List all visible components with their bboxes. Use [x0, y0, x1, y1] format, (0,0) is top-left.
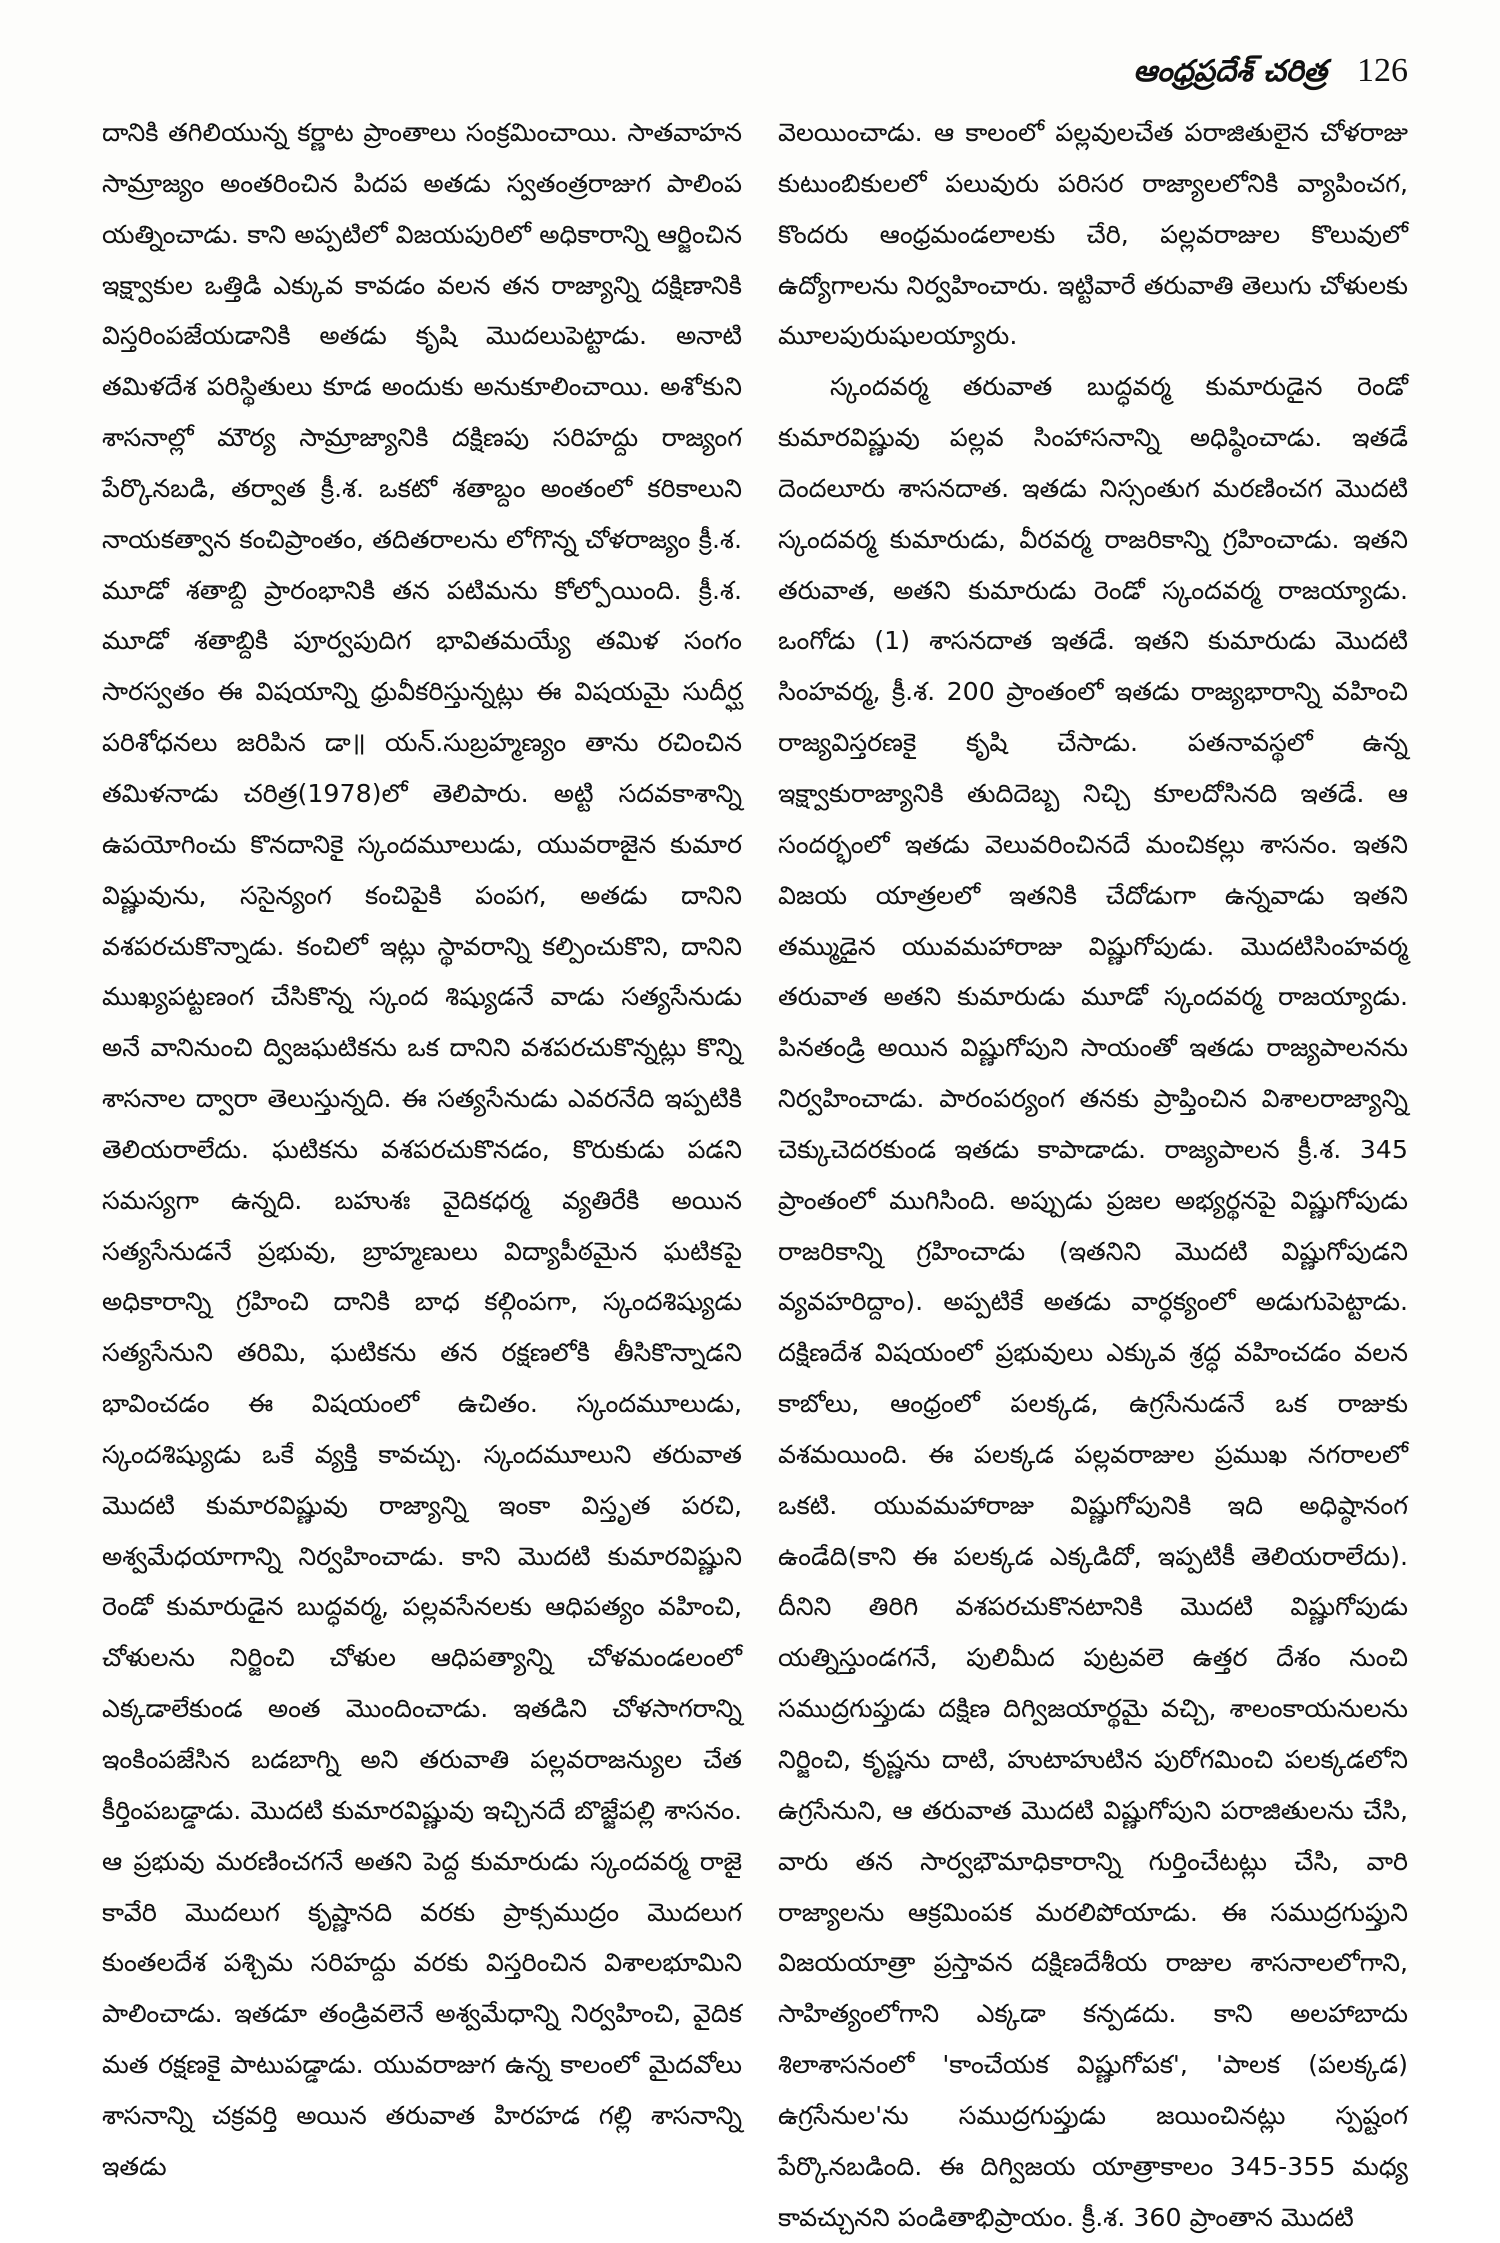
running-head: [1133, 52, 1408, 96]
right-column: [778, 108, 1408, 2243]
book-title: ఆంధ్రప్రదేశ్ చరిత్ర: [1133, 54, 1327, 89]
page-number: 126: [1357, 52, 1408, 89]
left-column: [102, 108, 742, 2193]
left-paragraph-1: దానికి తగిలియున్న కర్ణాట ప్రాంతాలు సంక్రమించాయి. సాతవాహన సామ్రాజ్యం అంతరించిన పిదప అతడు స్వతంత్రరాజుగ పాలింప యత్నించాడు. కాని అప్పటిలో విజయపురిలో అధికారాన్ని ఆర్జించిన ఇక్ష్వాకుల ఒత్తిడి ఎక్కువ కావడం వలన తన రాజ్యాన్ని దక్షిణానికి విస్తరింపజేయడానికి అతడు కృషి మొదలుపెట్టాడు. అనాటి తమిళదేశ పరిస్థితులు కూడ అందుకు అనుకూలించాయి. అశోకుని శాసనాల్లో మౌర్య సామ్రాజ్యానికి దక్షిణపు సరిహద్దు రాజ్యంగ పేర్కొనబడి, తర్వాత క్రీ.శ. ఒకటో శతాబ్దం అంతంలో కరికాలుని నాయకత్వాన కంచిప్రాంతం, తదితరాలను లోగొన్న చోళరాజ్యం క్రీ.శ. మూడో శతాబ్ది ప్రారంభానికి తన పటిమను కోల్పోయింది. క్రీ.శ. మూడో శతాబ్దికి పూర్వపుదిగ భావితమయ్యే తమిళ సంగం సారస్వతం ఈ విషయాన్ని ధ్రువీకరిస్తున్నట్లు ఈ విషయమై సుదీర్ఘ పరిశోధనలు జరిపిన డా॥ యన్.సుబ్రహ్మణ్యం తాను రచించిన తమిళనాడు చరిత్ర(1978)లో తెలిపారు. అట్టి సదవకాశాన్ని ఉపయోగించు కొనదానికై స్కందమూలుడు, యువరాజైన కుమార విష్ణువును, ససైన్యంగ కంచిపైకి పంపగ, అతడు దానిని వశపరచుకొన్నాడు. కంచిలో ఇట్లు స్థావరాన్ని కల్పించుకొని, దానిని ముఖ్యపట్టణంగ చేసికొన్న స్కంద శిష్యుడనే వాడు సత్యసేనుడు అనే వానినుంచి ద్విజఘటికను ఒక దానిని వశపరచుకొన్నట్లు కొన్ని శాసనాల ద్వారా తెలుస్తున్నది. ఈ సత్యసేనుడు ఎవరనేది ఇప్పటికి తెలియరాలేదు. ఘటికను వశపరచుకొనడం, కొరుకుడు పడని సమస్యగా ఉన్నది. బహుశః వైదికధర్మ వ్యతిరేకి అయిన సత్యసేనుడనే ప్రభువు, బ్రాహ్మణులు విద్యాపీఠమైన ఘటికపై అధికారాన్ని గ్రహించి దానికి బాధ కల్గింపగా, స్కందశిష్యుడు సత్యసేనుని తరిమి, ఘటికను తన రక్షణలోకి తీసికొన్నాడని భావించడం ఈ విషయంలో ఉచితం. స్కందమూలుడు, స్కందశిష్యుడు ఒకే వ్యక్తి కావచ్చు. స్కందమూలుని తరువాత మొదటి కుమారవిష్ణువు రాజ్యాన్ని ఇంకా విస్తృత పరచి, అశ్వమేధయాగాన్ని నిర్వహించాడు. కాని మొదటి కుమారవిష్ణుని రెండో కుమారుడైన బుద్ధవర్మ, పల్లవసేనలకు ఆధిపత్యం వహించి, చోళులను నిర్జించి చోళుల ఆధిపత్యాన్ని చోళమండలంలో ఎక్కడాలేకుండ అంత మొందించాడు. ఇతడిని చోళసాగరాన్ని ఇంకింపజేసిన బడబాగ్ని అని తరువాతి పల్లవరాజన్యుల చేత కీర్తింపబడ్డాడు. మొదటి కుమారవిష్ణువు ఇచ్చినదే బొజ్జేపల్లి శాసనం. ఆ ప్రభువు మరణించగనే అతని పెద్ద కుమారుడు స్కందవర్మ రాజై కావేరి మొదలుగ కృష్ణానది వరకు ప్రాక్సముద్రం మొదలుగ కుంతలదేశ పశ్చిమ సరిహద్దు వరకు విస్తరించిన విశాలభూమిని పాలించాడు. ఇతడూ తండ్రివలెనే అశ్వమేధాన్ని నిర్వహించి, వైదిక మత రక్షణకై పాటుపడ్డాడు. యువరాజుగ ఉన్న కాలంలో మైదవోలు శాసనాన్ని చక్రవర్తి అయిన తరువాత హిరహడ గల్లి శాసనాన్ని ఇతడు: [102, 118, 742, 2181]
right-paragraph-1: వెలయించాడు. ఆ కాలంలో పల్లవులచేత పరాజితులైన చోళరాజు కుటుంబికులలో పలువురు పరిసర రాజ్యాలలోనికి వ్యాపించగ, కొందరు ఆంధ్రమండలాలకు చేరి, పల్లవరాజుల కొలువులో ఉద్యోగాలను నిర్వహించారు. ఇట్టివారే తరువాతి తెలుగు చోళులకు మూలపురుషులయ్యారు.: [778, 118, 1408, 351]
right-paragraph-2: స్కందవర్మ తరువాత బుద్ధవర్మ కుమారుడైన రెండో కుమారవిష్ణువు పల్లవ సింహాసనాన్ని అధిష్ఠించాడు. ఇతడే దెందలూరు శాసనదాత. ఇతడు నిస్సంతుగ మరణించగ మొదటి స్కందవర్మ కుమారుడు, వీరవర్మ రాజరికాన్ని గ్రహించాడు. ఇతని తరువాత, అతని కుమారుడు రెండో స్కందవర్మ రాజయ్యాడు. ఒంగోడు (1) శాసనదాత ఇతడే. ఇతని కుమారుడు మొదటి సింహవర్మ, క్రీ.శ. 200 ప్రాంతంలో ఇతడు రాజ్యభారాన్ని వహించి రాజ్యవిస్తరణకై కృషి చేసాడు. పతనావస్థలో ఉన్న ఇక్ష్వాకురాజ్యానికి తుదిదెబ్బ నిచ్చి కూలదోసినది ఇతడే. ఆ సందర్భంలో ఇతడు వెలువరించినదే మంచికల్లు శాసనం. ఇతని విజయ యాత్రలలో ఇతనికి చేదోడుగా ఉన్నవాడు ఇతని తమ్ముడైన యువమహారాజు విష్ణుగోపుడు. మొదటిసింహవర్మ తరువాత అతని కుమారుడు మూడో స్కందవర్మ రాజయ్యాడు. పినతండ్రి అయిన విష్ణుగోపుని సాయంతో ఇతడు రాజ్యపాలనను నిర్వహించాడు. పారంపర్యంగ తనకు ప్రాప్తించిన విశాలరాజ్యాన్ని చెక్కుచెదరకుండ ఇతడు కాపాడాడు. రాజ్యపాలన క్రీ.శ. 345 ప్రాంతంలో ముగిసింది. అప్పుడు ప్రజల అభ్యర్థనపై విష్ణుగోపుడు రాజరికాన్ని గ్రహించాడు (ఇతనిని మొదటి విష్ణుగోపుడని వ్యవహరిద్దాం). అప్పటికే అతడు వార్ధక్యంలో అడుగుపెట్టాడు. దక్షిణదేశ విషయంలో ప్రభువులు ఎక్కువ శ్రద్ధ వహించడం వలన కాబోలు, ఆంధ్రంలో పలక్కడ, ఉగ్రసేనుడనే ఒక రాజుకు వశమయింది. ఈ పలక్కడ పల్లవరాజుల ప్రముఖ నగరాలలో ఒకటి. యువమహారాజు విష్ణుగోపునికి ఇది అధిష్ఠానంగ ఉండేది(కాని ఈ పలక్కడ ఎక్కడిదో, ఇప్పటికీ తెలియరాలేదు). దీనిని తిరిగి వశపరచుకొనటానికి మొదటి విష్ణుగోపుడు యత్నిస్తుండగనే, పులిమీద పుట్రవలె ఉత్తర దేశం నుంచి సముద్రగుప్తుడు దక్షిణ దిగ్విజయార్థమై వచ్చి, శాలంకాయనులను నిర్జించి, కృష్ణను దాటి, హుటాహుటిన పురోగమించి పలక్కడలోని ఉగ్రసేనుని, ఆ తరువాత మొదటి విష్ణుగోపుని పరాజితులను చేసి, వారు తన సార్వభౌమాధికారాన్ని గుర్తించేటట్లు చేసి, వారి రాజ్యాలను ఆక్రమింపక మరలిపోయాడు. ఈ సముద్రగుప్తుని విజయయాత్రా ప్రస్తావన దక్షిణదేశీయ రాజుల శాసనాలలోగాని, సాహిత్యంలోగాని ఎక్కడా కన్పడదు. కాని అలహాబాదు శిలాశాసనంలో 'కాంచేయక విష్ణుగోపక', 'పాలక (పలక్కడ) ఉగ్రసేనుల'ను సముద్రగుప్తుడు జయించినట్లు స్పష్టంగ పేర్కొనబడింది. ఈ దిగ్విజయ యాత్రాకాలం 345-355 మధ్య కావచ్చునని పండితాభిప్రాయం. క్రీ.శ. 360 ప్రాంతాన మొదటి: [778, 372, 1408, 2232]
